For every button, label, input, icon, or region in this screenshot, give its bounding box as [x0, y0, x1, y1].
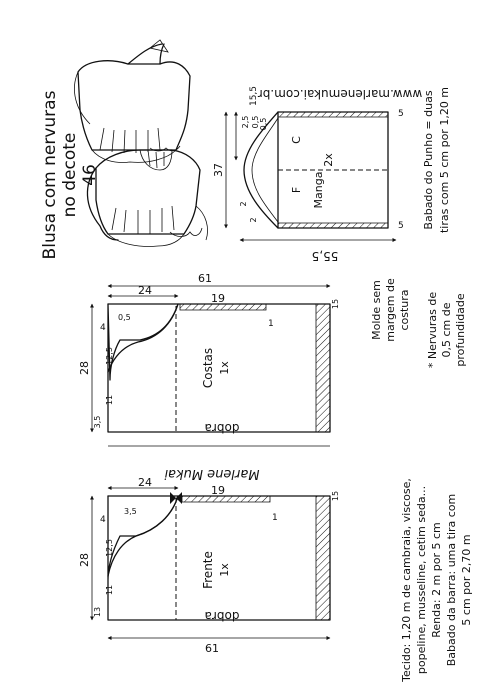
pleats-note-line-3: profundidade [454, 293, 467, 367]
blouse-illustration-front [87, 150, 207, 247]
title-size: 46 [80, 164, 100, 186]
back-measure-5: 3,5 [93, 415, 102, 429]
sleeve-letter-c: C [290, 136, 303, 144]
front-measure-3: 12,5 [105, 539, 114, 557]
front-measure-1: 4 [100, 515, 106, 525]
front-length: 61 [205, 642, 219, 655]
back-measure-2: 0,5 [118, 313, 131, 322]
cuff-note-line-1: Babado do Punho = duas [422, 90, 435, 230]
pattern-title [40, 90, 100, 259]
front-measure-6: 1 [272, 513, 278, 523]
back-hem: 19 [211, 292, 225, 305]
website-url: www.marlenemukai.com.br [257, 87, 423, 101]
title-line-2: no decote [60, 132, 80, 218]
back-length: 61 [198, 272, 212, 285]
back-shoulder: 24 [138, 284, 152, 297]
lace-note: Renda: 2 m por 5 cm [430, 522, 443, 638]
sleeve-pattern [212, 86, 404, 263]
front-measure-7: 15 [331, 490, 340, 502]
mold-note-line-1: Molde sem [370, 280, 383, 340]
back-measure-3: 12,5 [105, 347, 114, 365]
sleeve-measure-1: 2,5 [241, 115, 250, 129]
pleats-note-line-2: 0,5 cm de [440, 302, 453, 358]
sleeve-measure-3: 0,5 [259, 117, 268, 131]
back-width: 28 [78, 361, 91, 375]
fabric-note-line-2: popeline, musseline, cetim seda... [415, 485, 428, 675]
back-measure-7: 15 [331, 298, 340, 310]
front-hem: 19 [211, 484, 225, 497]
back-measure-1: 4 [100, 323, 106, 333]
back-measure-6: 1 [268, 319, 274, 329]
sleeve-width: 55,5 [311, 249, 339, 263]
cuff-note-line-2: tiras com 5 cm por 1,20 m [438, 86, 451, 234]
front-width: 28 [78, 553, 91, 567]
back-measure-4: 11 [105, 394, 114, 406]
mold-note-line-2: margem de [384, 278, 397, 342]
front-label: Frente [201, 551, 215, 589]
sleeve-side-label-right: 5 [398, 109, 404, 119]
front-quantity: 1x [218, 563, 231, 577]
sleeve-measure-5: 2 [249, 217, 258, 223]
sleeve-side-label-left: 5 [398, 221, 404, 231]
back-fold: dobra [204, 421, 240, 435]
back-quantity: 1x [218, 361, 231, 375]
hem-ruffle-note-line-2: 5 cm por 2,70 m [460, 534, 473, 626]
sleeve-cap-height: 15,5 [249, 85, 259, 107]
sleeve-letter-f: F [290, 186, 303, 194]
pleats-note-line-1: * Nervuras de [426, 291, 439, 369]
blouse-illustration-back [74, 40, 190, 163]
mold-note [370, 278, 411, 342]
front-measure-5: 13 [93, 606, 102, 618]
sleeve-quantity: 2x [322, 153, 335, 167]
sleeve-measure-4: 2 [239, 201, 248, 207]
cuff-ruffle-note [422, 87, 451, 233]
hem-ruffle-note-line-1: Babado da barra: uma tira com [445, 493, 458, 667]
sleeve-label: Manga [312, 171, 325, 209]
front-measure-2: 3,5 [124, 507, 137, 516]
title-line-1: Blusa com nervuras [40, 90, 60, 260]
front-shoulder: 24 [138, 476, 152, 489]
materials-notes [400, 478, 473, 683]
front-pattern [78, 476, 340, 655]
mold-note-line-3: costura [398, 289, 411, 331]
sleeve-height: 37 [212, 163, 225, 177]
front-fold: dobra [204, 609, 240, 623]
back-pattern [78, 272, 340, 446]
front-measure-4: 11 [105, 584, 114, 596]
back-label: Costas [201, 347, 215, 389]
designer-signature: Marlene Mukai [164, 466, 260, 481]
pleats-note [426, 292, 467, 368]
fabric-note-line-1: Tecido: 1,20 m de cambraia, viscose, [400, 478, 413, 682]
sleeve-measure-2: 0,5 [251, 115, 260, 129]
